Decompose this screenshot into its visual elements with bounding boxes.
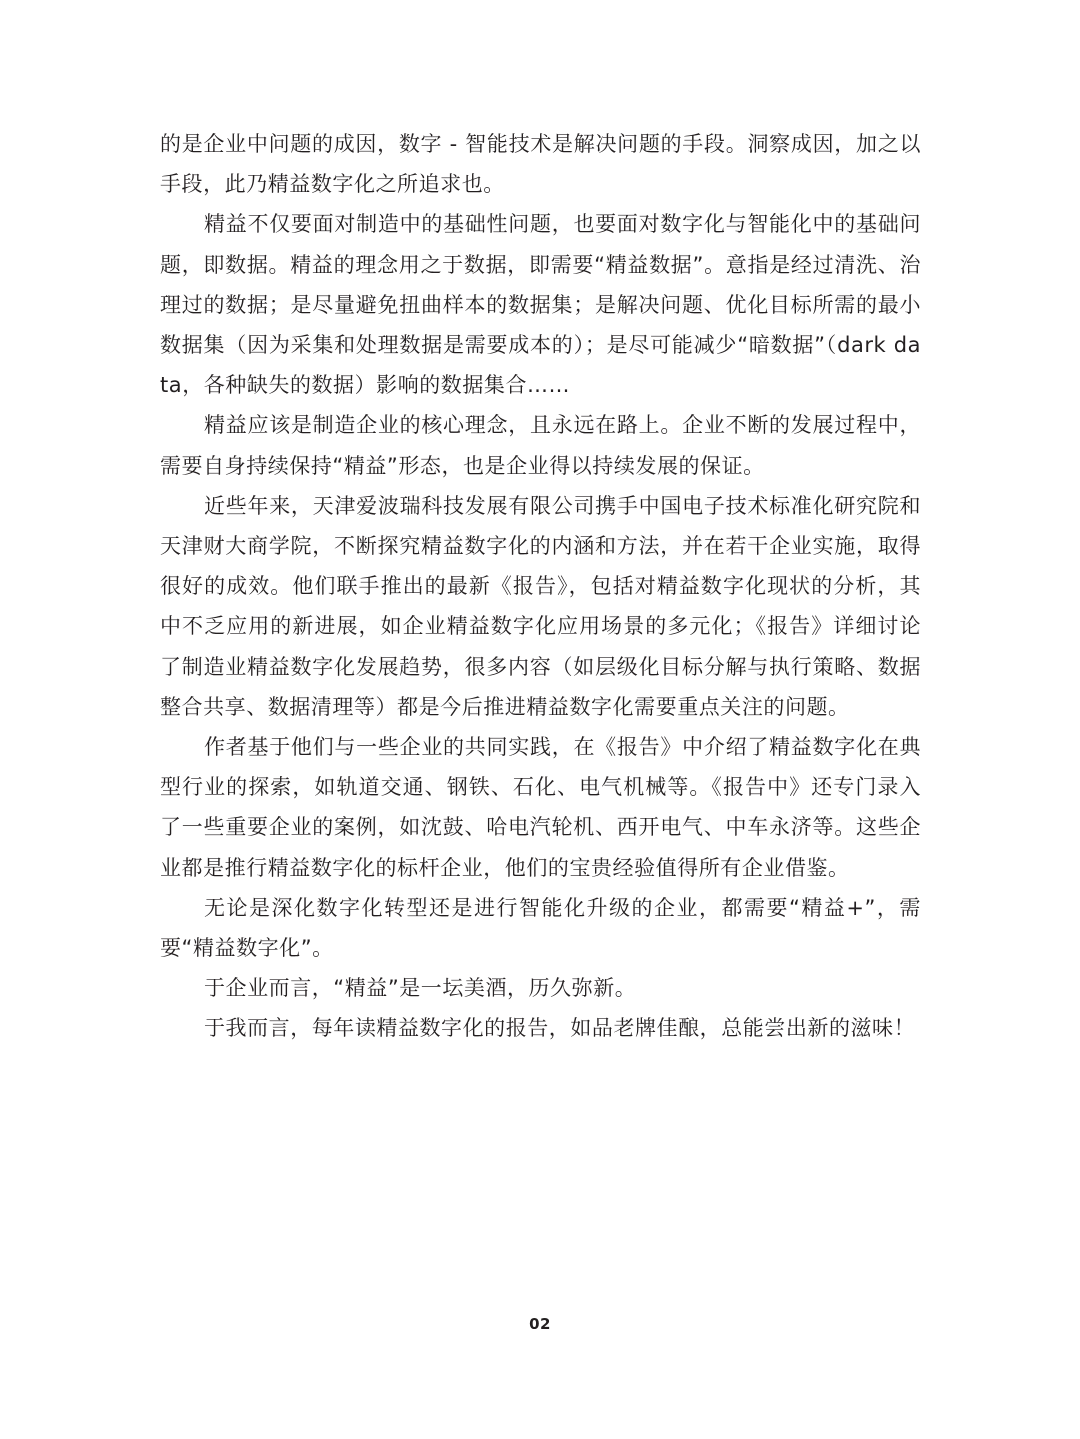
- body-text: [160, 124, 921, 1049]
- paragraph-industry-cases: 作者基于他们与一些企业的共同实践，在《报告》中介绍了精益数字化在典型行业的探索，如轨道交通、钢铁、石化、电气机械等。《报告中》还专门录入了一些重要企业的案例，如沈鼓、哈电汽轮机、西开电气、中车永济等。这些企业都是推行精益数字化的标杆企业，他们的宝贵经验值得所有企业借鉴。: [160, 735, 921, 880]
- paragraph-lean-data: 精益不仅要面对制造中的基础性问题，也要面对数字化与智能化中的基础问题，即数据。精益的理念用之于数据，即需要“精益数据”。意指是经过清洗、治理过的数据；是尽量避免扭曲样本的数据集；是解决问题、优化目标所需的最小数据集（因为采集和处理数据是需要成本的）；是尽可能减少“暗数据”（dark data，各种缺失的数据）影响的数据集合……: [160, 212, 921, 398]
- paragraph-personal-view: 于我而言，每年读精益数字化的报告，如品老牌佳酿，总能尝出新的滋味！: [204, 1016, 916, 1041]
- paragraph-enterprise-view: 于企业而言，“精益”是一坛美酒，历久弥新。: [204, 976, 637, 1001]
- page-number: 02: [529, 1315, 551, 1333]
- paragraph-core-concept: 精益应该是制造企业的核心理念，且永远在路上。企业不断的发展过程中，需要自身持续保持“精益”形态，也是企业得以持续发展的保证。: [160, 413, 921, 478]
- paragraph-report-intro: 近些年来，天津爱波瑞科技发展有限公司携手中国电子技术标准化研究院和天津财大商学院，不断探究精益数字化的内涵和方法，并在若干企业实施，取得很好的成效。他们联手推出的最新《报告》，包括对精益数字化现状的分析，其中不乏应用的新进展，如企业精益数字化应用场景的多元化；《报告》详细讨论了制造业精益数字化发展趋势，很多内容（如层级化目标分解与执行策略、数据整合共享、数据清理等）都是今后推进精益数字化需要重点关注的问题。: [160, 493, 921, 719]
- paragraph-lean-plus: 无论是深化数字化转型还是进行智能化升级的企业，都需要“精益+”，需要“精益数字化”。: [160, 895, 921, 961]
- paragraph-continuation: 的是企业中问题的成因，数字 - 智能技术是解决问题的手段。洞察成因，加之以手段，此乃精益数字化之所追求也。: [160, 132, 921, 197]
